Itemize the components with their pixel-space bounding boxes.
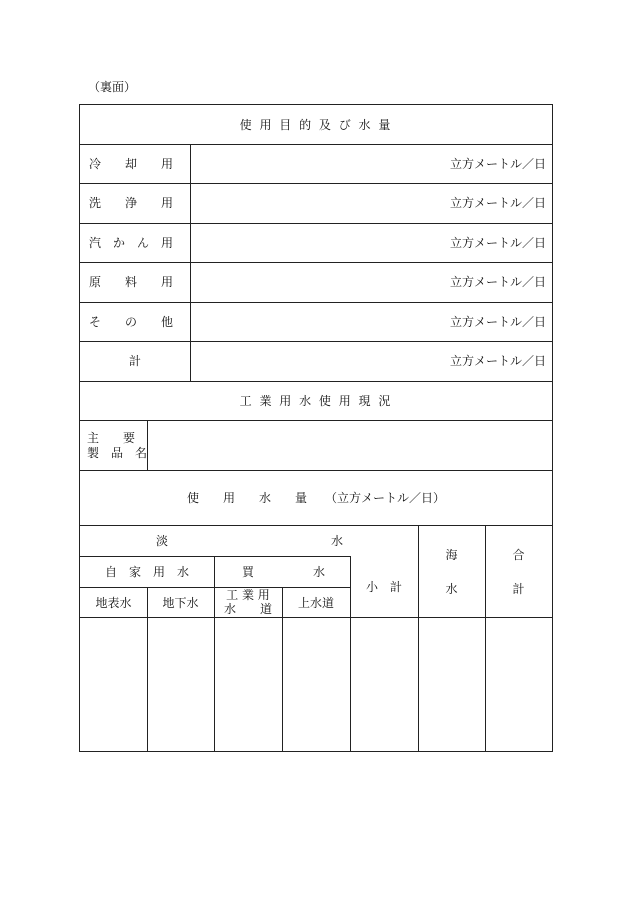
header-josuido: 上水道 [297,596,334,610]
unit-label: 立方メートル／日 [449,157,546,171]
unit-label: 立方メートル／日 [449,236,546,250]
header-tansui-right: 水 [331,534,344,548]
header-tansui-left: 淡 [156,534,169,548]
row-label-total: 計 [128,354,141,368]
report-form [79,104,553,752]
section1-title: 使 用 目 的 及 び 水 量 [239,118,393,132]
row-label-other: そ の 他 [89,315,174,329]
header-kogyo-suido-line2: 水 道 [223,602,272,616]
header-kaisui-top: 海 [445,548,458,562]
divider [282,587,283,751]
divider [147,587,148,751]
header-chikasui: 地下水 [162,596,199,610]
usage-title: 使 用 水 量 （立方メートル／日） [186,491,445,505]
divider [80,470,552,471]
divider [80,341,552,342]
row-label-cooling: 冷 却 用 [89,157,174,171]
divider [190,144,191,381]
divider [80,223,552,224]
row-label-material: 原 料 用 [89,275,174,289]
product-label-line2: 製 品 名 [87,446,148,460]
divider [80,420,552,421]
header-gokei-top: 合 [512,548,525,562]
divider [214,556,215,751]
unit-label: 立方メートル／日 [449,354,546,368]
header-kai-right: 水 [313,565,326,579]
divider [80,556,350,557]
row-label-washing: 洗 浄 用 [89,196,174,210]
unit-label: 立方メートル／日 [449,196,546,210]
divider [80,302,552,303]
row-label-boiler: 汽 か ん 用 [89,236,174,250]
divider [80,617,552,618]
header-gokei-bottom: 計 [512,582,525,596]
header-kai-left: 買 [242,565,255,579]
divider [80,183,552,184]
section2-title: 工 業 用 水 使 用 現 況 [239,394,393,408]
page-caption: （裏面） [88,80,137,94]
divider [80,525,552,526]
header-shokei: 小 計 [365,580,402,594]
header-jika-yosui: 自 家 用 水 [104,565,189,579]
divider [80,144,552,145]
header-chihyosui: 地表水 [95,596,132,610]
divider [80,381,552,382]
header-kaisui-bottom: 水 [445,582,458,596]
unit-label: 立方メートル／日 [449,275,546,289]
unit-label: 立方メートル／日 [449,315,546,329]
header-kogyo-suido-line1: 工 業 用 [226,588,270,602]
product-label-line1: 主 要 [87,431,136,445]
divider [147,420,148,470]
divider [80,262,552,263]
